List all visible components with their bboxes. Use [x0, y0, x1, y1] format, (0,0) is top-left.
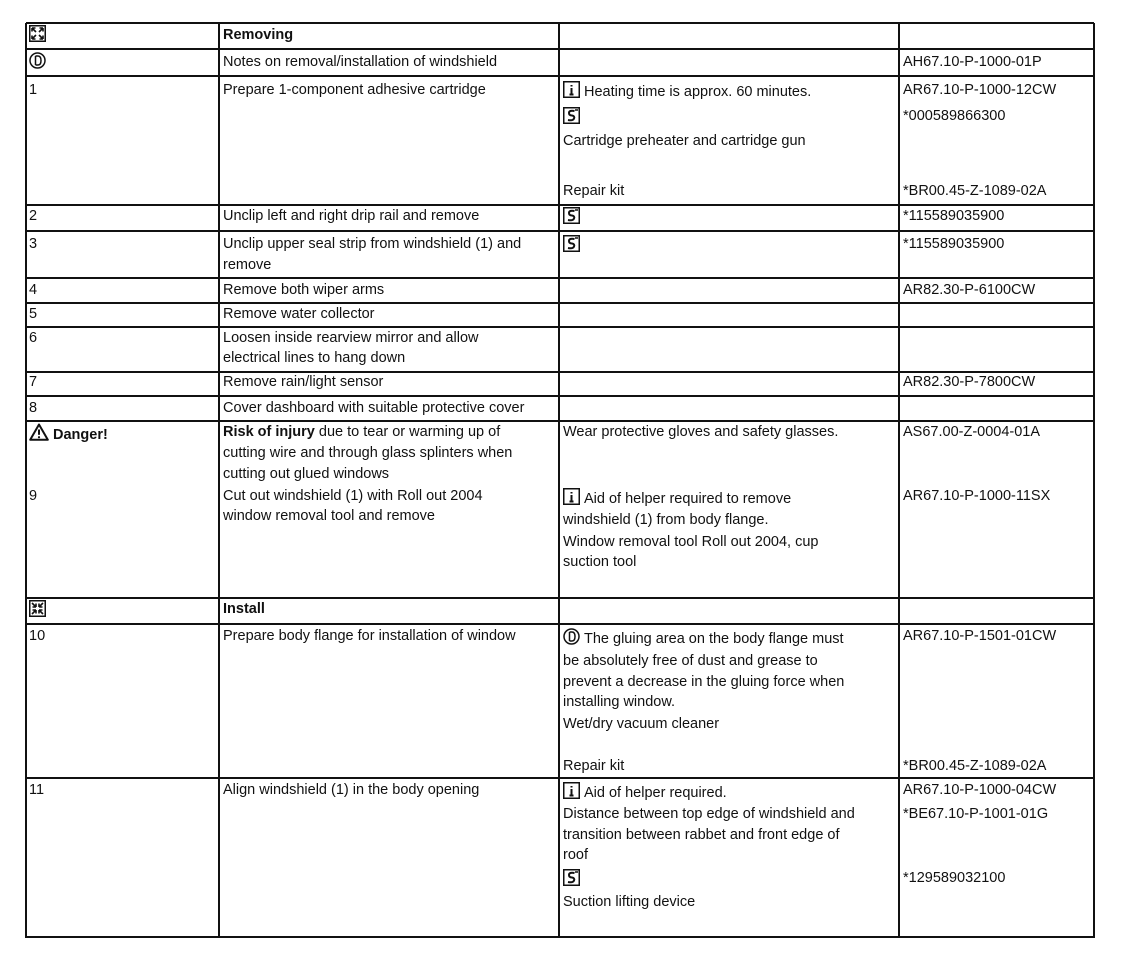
step-number: 4	[29, 282, 38, 298]
part-number: *115589035900	[903, 208, 1005, 224]
warning-triangle-icon	[29, 423, 49, 441]
tool-symbol	[563, 869, 584, 890]
row-divider	[26, 777, 1094, 779]
row-divider	[26, 230, 1094, 232]
step-number: 11	[29, 782, 45, 798]
row-divider	[26, 623, 1094, 625]
danger-description-line: cutting wire and through glass splinters when	[223, 445, 513, 461]
table-border-right	[1093, 23, 1095, 938]
info-text: Aid of helper required to remove	[584, 491, 792, 507]
install-heading: Install	[223, 601, 265, 617]
danger-description-text: due to tear or warming up of	[314, 424, 501, 440]
removal-symbol-icon	[29, 25, 46, 42]
doc-ref[interactable]: *BR00.45-Z-1089-02A	[903, 183, 1047, 199]
doc-ref[interactable]: AR67.10-P-1000-04CW	[903, 782, 1057, 798]
step-number: 10	[29, 628, 46, 644]
row-divider	[26, 395, 1094, 397]
column-divider	[218, 23, 220, 938]
step-text: Remove both wiper arms	[223, 282, 385, 298]
kit-label: Repair kit	[563, 758, 625, 774]
step-number: 2	[29, 208, 38, 224]
removing-heading: Removing	[223, 27, 294, 43]
step-text: Align windshield (1) in the body opening	[223, 782, 480, 798]
note-text-line: be absolutely free of dust and grease to	[563, 653, 818, 669]
notes-ref[interactable]: AH67.10-P-1000-01P	[903, 54, 1042, 70]
note-line	[563, 628, 844, 649]
row-divider	[26, 22, 1094, 24]
distance-text-line: transition between rabbet and front edge of	[563, 827, 840, 843]
special-tool-icon	[563, 207, 580, 224]
step-text-line: electrical lines to hang down	[223, 350, 406, 366]
removing-symbol	[29, 25, 50, 46]
distance-text-line: Distance between top edge of windshield and	[563, 806, 855, 822]
column-divider	[898, 23, 900, 938]
part-number: *000589866300	[903, 108, 1006, 124]
column-divider	[558, 23, 560, 938]
risk-of-injury-label: Risk of injury	[223, 424, 315, 440]
doc-ref[interactable]: *BE67.10-P-1001-01G	[903, 806, 1049, 822]
table-border-bottom	[26, 936, 1094, 938]
tool-name: Suction lifting device	[563, 894, 696, 910]
note-symbol-icon	[29, 52, 46, 69]
danger-label	[29, 423, 108, 445]
step-text-line: Loosen inside rearview mirror and allow	[223, 330, 479, 346]
part-number: *129589032100	[903, 870, 1006, 886]
info-text: Heating time is approx. 60 minutes.	[584, 84, 812, 100]
step-text-line: Cut out windshield (1) with Roll out 2004	[223, 488, 483, 504]
info-icon	[563, 81, 580, 98]
part-number: *115589035900	[903, 236, 1005, 252]
info-note	[563, 488, 791, 509]
step-number: 5	[29, 306, 38, 322]
info-note	[563, 782, 727, 803]
info-text: Aid of helper required.	[584, 785, 727, 801]
note-text-line: installing window.	[563, 694, 676, 710]
step-number: 7	[29, 374, 38, 390]
safety-note: Wear protective gloves and safety glasses.	[563, 424, 839, 440]
procedure-table	[26, 23, 1094, 938]
tool-name-line: Window removal tool Roll out 2004, cup	[563, 534, 819, 550]
step-number: 9	[29, 488, 38, 504]
note-text: The gluing area on the body flange must	[584, 631, 844, 647]
tool-symbol	[563, 207, 584, 228]
tool-name: Wet/dry vacuum cleaner	[563, 716, 720, 732]
doc-ref[interactable]: AS67.00-Z-0004-01A	[903, 424, 1041, 440]
kit-label: Repair kit	[563, 183, 625, 199]
note-text-line: prevent a decrease in the gluing force when	[563, 674, 845, 690]
special-tool-icon	[563, 107, 580, 124]
doc-ref[interactable]: AR82.30-P-7800CW	[903, 374, 1036, 390]
step-text-line: window removal tool and remove	[223, 508, 435, 524]
tool-name-line: suction tool	[563, 554, 637, 570]
step-number: 8	[29, 400, 38, 416]
install-symbol	[29, 600, 50, 621]
doc-ref[interactable]: AR82.30-P-6100CW	[903, 282, 1036, 298]
danger-description-line	[223, 422, 500, 442]
info-icon	[563, 488, 580, 505]
step-text: Unclip left and right drip rail and remove	[223, 208, 480, 224]
doc-ref[interactable]: AR67.10-P-1000-12CW	[903, 82, 1057, 98]
step-text-line: remove	[223, 257, 272, 273]
notes-text: Notes on removal/installation of windshield	[223, 54, 498, 70]
doc-ref[interactable]: AR67.10-P-1501-01CW	[903, 628, 1057, 644]
step-number: 1	[29, 82, 38, 98]
row-divider	[26, 75, 1094, 77]
row-divider	[26, 277, 1094, 279]
row-divider	[26, 597, 1094, 599]
special-tool-icon	[563, 235, 580, 252]
row-divider	[26, 326, 1094, 328]
doc-ref[interactable]: *BR00.45-Z-1089-02A	[903, 758, 1047, 774]
distance-text-line: roof	[563, 847, 588, 863]
step-text: Cover dashboard with suitable protective cover	[223, 400, 525, 416]
step-text-line: Unclip upper seal strip from windshield (1) and	[223, 236, 522, 252]
step-number: 3	[29, 236, 38, 252]
step-text: Prepare 1-component adhesive cartridge	[223, 82, 486, 98]
step-number: 6	[29, 330, 38, 346]
tool-name: Cartridge preheater and cartridge gun	[563, 133, 806, 149]
row-divider	[26, 302, 1094, 304]
doc-ref[interactable]: AR67.10-P-1000-11SX	[903, 488, 1051, 504]
step-text: Remove water collector	[223, 306, 375, 322]
danger-text: Danger!	[53, 427, 108, 443]
danger-description-line: cutting out glued windows	[223, 466, 390, 482]
info-text-line: windshield (1) from body flange.	[563, 512, 769, 528]
info-note	[563, 81, 811, 102]
tool-symbol	[563, 235, 584, 256]
step-text: Prepare body flange for installation of window	[223, 628, 516, 644]
installation-symbol-icon	[29, 600, 46, 617]
table-border-left	[25, 23, 27, 938]
tool-symbol	[563, 107, 584, 128]
special-tool-icon	[563, 869, 580, 886]
note-symbol-icon	[563, 628, 580, 645]
notes-symbol	[29, 52, 50, 73]
row-divider	[26, 48, 1094, 50]
info-icon	[563, 782, 580, 799]
step-text: Remove rain/light sensor	[223, 374, 384, 390]
